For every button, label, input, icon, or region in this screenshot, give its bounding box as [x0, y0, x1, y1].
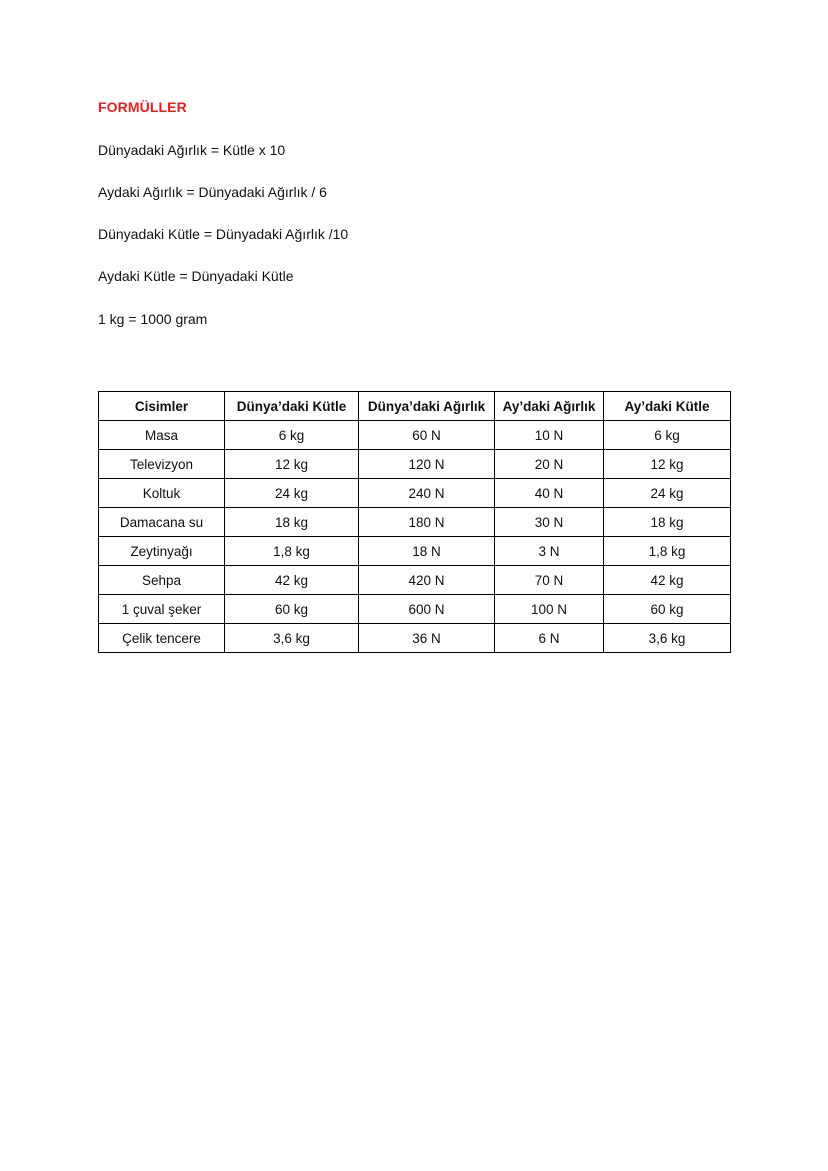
table-cell: 120 N [359, 450, 495, 479]
table-cell: 1 çuval şeker [99, 595, 225, 624]
table-cell: 180 N [359, 508, 495, 537]
table-cell: 60 kg [225, 595, 359, 624]
column-header: Dünya’daki Kütle [225, 392, 359, 421]
table-cell: 12 kg [604, 450, 731, 479]
table-cell: Çelik tencere [99, 624, 225, 653]
table-row [99, 595, 731, 624]
table-cell: Masa [99, 421, 225, 450]
formulas-heading: FORMÜLLER [98, 99, 187, 115]
table-cell: 18 kg [604, 508, 731, 537]
formula-moon-mass: Aydaki Kütle = Dünyadaki Kütle [98, 268, 294, 284]
table-cell: 420 N [359, 566, 495, 595]
table-cell: 24 kg [604, 479, 731, 508]
table-row [99, 479, 731, 508]
formula-moon-weight: Aydaki Ağırlık = Dünyadaki Ağırlık / 6 [98, 184, 327, 200]
table-cell: 240 N [359, 479, 495, 508]
table-header-row [99, 392, 731, 421]
table-cell: 40 N [495, 479, 604, 508]
table-row [99, 508, 731, 537]
table-cell: 600 N [359, 595, 495, 624]
column-header: Ay’daki Kütle [604, 392, 731, 421]
table-cell: 100 N [495, 595, 604, 624]
formula-earth-weight: Dünyadaki Ağırlık = Kütle x 10 [98, 142, 286, 158]
table-row [99, 624, 731, 653]
table-cell: 3,6 kg [225, 624, 359, 653]
table-cell: 1,8 kg [604, 537, 731, 566]
formula-kg-gram: 1 kg = 1000 gram [98, 311, 208, 327]
column-header: Cisimler [99, 392, 225, 421]
table-cell: 6 kg [604, 421, 731, 450]
table-cell: 60 kg [604, 595, 731, 624]
table-cell: 30 N [495, 508, 604, 537]
table-cell: 6 N [495, 624, 604, 653]
table-cell: 12 kg [225, 450, 359, 479]
mass-weight-table [98, 391, 731, 653]
table-cell: Televizyon [99, 450, 225, 479]
table-cell: 10 N [495, 421, 604, 450]
table-cell: Damacana su [99, 508, 225, 537]
table-cell: Koltuk [99, 479, 225, 508]
table-row [99, 566, 731, 595]
table-cell: 24 kg [225, 479, 359, 508]
table-cell: 6 kg [225, 421, 359, 450]
column-header: Dünya’daki Ağırlık [359, 392, 495, 421]
table-row [99, 537, 731, 566]
column-header: Ay’daki Ağırlık [495, 392, 604, 421]
table-cell: Zeytinyağı [99, 537, 225, 566]
table-cell: 3 N [495, 537, 604, 566]
table-cell: 42 kg [604, 566, 731, 595]
table-cell: 3,6 kg [604, 624, 731, 653]
table-cell: 60 N [359, 421, 495, 450]
table-cell: 18 N [359, 537, 495, 566]
table-row [99, 450, 731, 479]
table-row [99, 421, 731, 450]
table-cell: Sehpa [99, 566, 225, 595]
table-cell: 20 N [495, 450, 604, 479]
table-cell: 36 N [359, 624, 495, 653]
table-cell: 42 kg [225, 566, 359, 595]
formula-earth-mass: Dünyadaki Kütle = Dünyadaki Ağırlık /10 [98, 226, 349, 242]
table-cell: 18 kg [225, 508, 359, 537]
table-cell: 70 N [495, 566, 604, 595]
table-cell: 1,8 kg [225, 537, 359, 566]
